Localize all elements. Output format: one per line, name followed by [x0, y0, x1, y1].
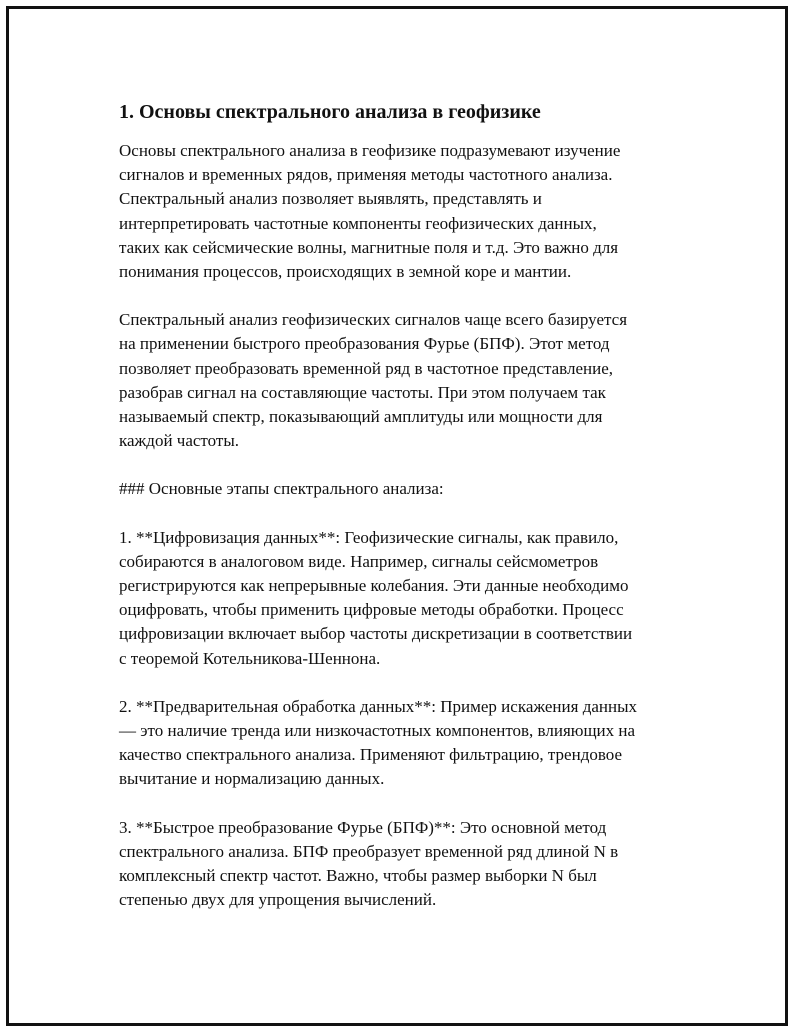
- list-item-digitization: 1. **Цифровизация данных**: Геофизические сигналы, как правило, собираются в аналоговом виде. Например, сигналы сейсмометров регистрируются как непрерывные колебания. Эти данные необходимо оцифровать, чтобы применить цифровые методы обработки. Процесс цифровизации включает выбор частоты дискретизации в соответствии с теоремой Котельникова-Шеннона.: [119, 527, 633, 668]
- document-content: [119, 99, 699, 936]
- list-item-fft: 3. **Быстрое преобразование Фурье (БПФ)**: Это основной метод спектрального анализа. БПФ преобразует временной ряд длиной N в комплексный спектр частот. Важно, чтобы размер выборки N был степенью двух для упрощения вычислений.: [119, 817, 619, 910]
- paragraph-intro: Основы спектрального анализа в геофизике подразумевают изучение сигналов и временных рядов, применяя методы частотного анализа. Спектральный анализ позволяет выявлять, представлять и интерпретировать частотные компоненты геофизических данных, таких как сейсмические волны, магнитные поля и т.д. Это важно для понимания процессов, происходящих в земной коре и мантии.: [119, 141, 621, 282]
- subheading-stages: ### Основные этапы спектрального анализа:: [119, 479, 444, 499]
- paragraph-fft: Спектральный анализ геофизических сигналов чаще всего базируется на применении быстрого преобразования Фурье (БПФ). Этот метод позволяет преобразовать временной ряд в частотное представление, разобрав сигнал на составляющие частоты. При этом получаем так называемый спектр, показывающий амплитуды или мощности для каждой частоты.: [119, 310, 628, 451]
- section-heading: 1. Основы спектрального анализа в геофизике: [119, 101, 541, 123]
- document-page: [6, 6, 788, 1026]
- list-item-preprocessing: 2. **Предварительная обработка данных**: Пример искажения данных — это наличие тренда или низкочастотных компонентов, влияющих на качество спектрального анализа. Применяют фильтрацию, трендовое вычитание и нормализацию данных.: [119, 696, 638, 789]
